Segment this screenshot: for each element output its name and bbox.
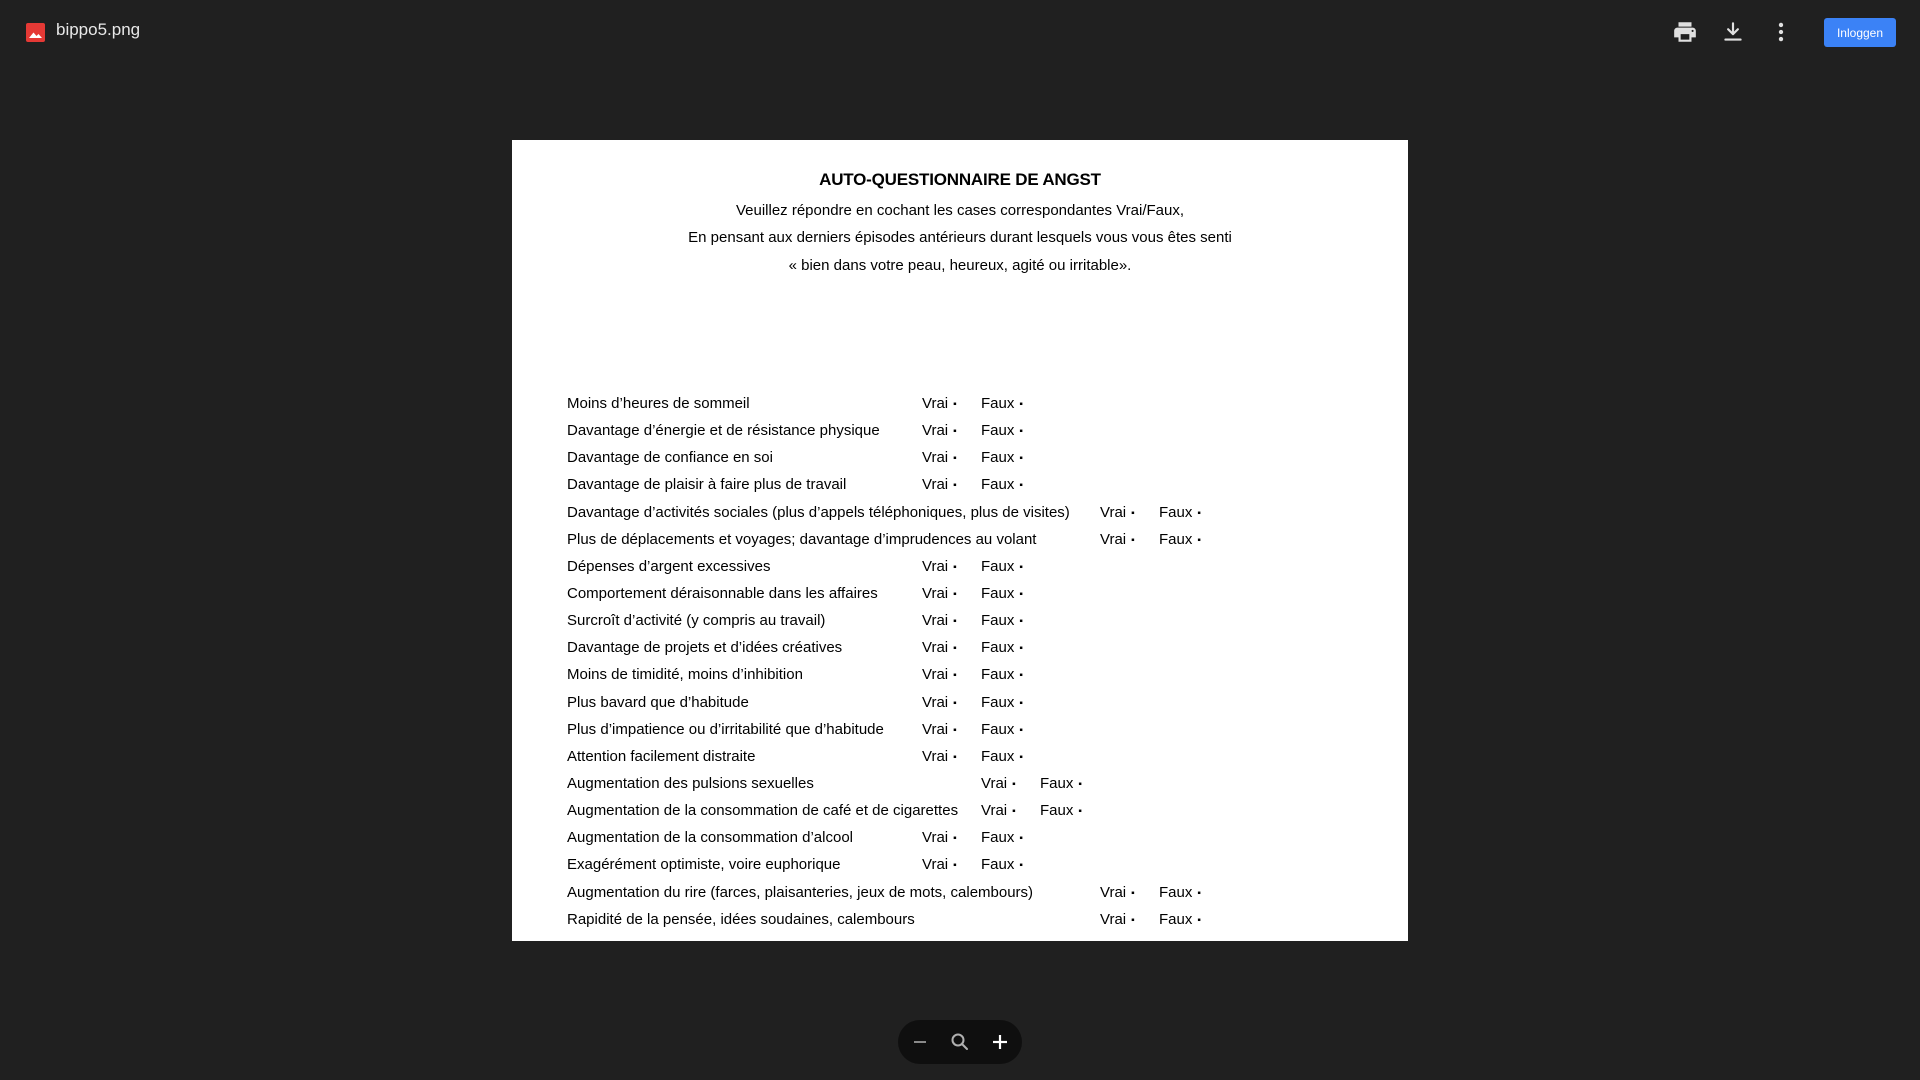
answer-option-vrai[interactable] — [981, 770, 1016, 798]
checkbox-bullet-icon: ▪ — [1019, 751, 1023, 763]
answer-option-label: Faux — [981, 666, 1015, 684]
question-list — [567, 390, 1387, 933]
checkbox-bullet-icon: ▪ — [1012, 778, 1016, 790]
question-row — [567, 580, 1387, 607]
checkbox-bullet-icon: ▪ — [1012, 806, 1016, 818]
question-row — [567, 607, 1387, 634]
answer-option-vrai[interactable] — [922, 553, 957, 581]
intro-line: « bien dans votre peau, heureux, agité ou irritable». — [788, 257, 1132, 274]
answer-option-faux[interactable] — [981, 553, 1023, 581]
answer-option-vrai[interactable] — [922, 689, 957, 717]
checkbox-bullet-icon: ▪ — [953, 426, 957, 438]
answer-option-faux[interactable] — [981, 444, 1023, 472]
checkbox-bullet-icon: ▪ — [1197, 534, 1201, 546]
answer-option-label: Faux — [981, 557, 1015, 575]
answer-option-faux[interactable] — [981, 743, 1023, 771]
answer-option-faux[interactable] — [981, 634, 1023, 662]
question-row — [567, 824, 1387, 851]
login-button[interactable]: Inloggen — [1824, 18, 1896, 47]
answer-option-vrai[interactable] — [922, 471, 957, 499]
print-icon[interactable] — [1672, 19, 1698, 45]
checkbox-bullet-icon: ▪ — [953, 751, 957, 763]
answer-option-label: Vrai — [922, 747, 949, 765]
question-row — [567, 634, 1387, 661]
answer-option-label: Faux — [981, 449, 1015, 467]
intro-line: En pensant aux derniers épisodes antérieurs durant lesquels vous vous êtes senti — [688, 229, 1232, 246]
question-text: Plus d’impatience ou d’irritabilité que d’habitude — [567, 720, 884, 738]
answer-option-label: Faux — [981, 856, 1015, 874]
answer-option-vrai[interactable] — [1100, 906, 1135, 934]
checkbox-bullet-icon: ▪ — [1197, 914, 1201, 926]
question-text: Davantage d’énergie et de résistance physique — [567, 422, 880, 440]
answer-option-label: Vrai — [922, 422, 949, 440]
checkbox-bullet-icon: ▪ — [1019, 643, 1023, 655]
checkbox-bullet-icon: ▪ — [1019, 561, 1023, 573]
answer-option-vrai[interactable] — [1100, 879, 1135, 907]
answer-option-label: Vrai — [922, 693, 949, 711]
answer-option-label: Faux — [981, 639, 1015, 657]
answer-option-label: Vrai — [1100, 883, 1127, 901]
checkbox-bullet-icon: ▪ — [1131, 534, 1135, 546]
checkbox-bullet-icon: ▪ — [953, 399, 957, 410]
checkbox-bullet-icon: ▪ — [1019, 453, 1023, 465]
answer-option-vrai[interactable] — [922, 444, 957, 472]
answer-option-label: Faux — [981, 395, 1015, 412]
answer-option-label: Vrai — [1100, 503, 1127, 521]
answer-option-faux[interactable] — [981, 851, 1023, 879]
zoom-controls — [898, 1020, 1022, 1064]
answer-option-label: Vrai — [1100, 910, 1127, 928]
question-row — [567, 716, 1387, 743]
answer-option-label: Faux — [1159, 910, 1193, 928]
question-row — [567, 417, 1387, 444]
answer-option-label: Faux — [1040, 802, 1074, 820]
question-row — [567, 499, 1387, 526]
answer-option-label: Faux — [1159, 883, 1193, 901]
answer-option-faux[interactable] — [981, 417, 1023, 445]
answer-option-faux[interactable] — [1159, 526, 1201, 554]
question-text: Dépenses d’argent excessives — [567, 557, 771, 575]
checkbox-bullet-icon: ▪ — [953, 643, 957, 655]
answer-option-vrai[interactable] — [922, 634, 957, 662]
question-text: Davantage de plaisir à faire plus de travail — [567, 476, 847, 494]
question-text: Attention facilement distraite — [567, 747, 756, 765]
answer-option-label: Vrai — [922, 666, 949, 684]
question-text: Moins d’heures de sommeil — [567, 395, 750, 412]
checkbox-bullet-icon: ▪ — [1019, 588, 1023, 600]
answer-option-faux[interactable] — [981, 689, 1023, 717]
answer-option-vrai[interactable] — [922, 661, 957, 689]
question-row — [567, 444, 1387, 471]
checkbox-bullet-icon: ▪ — [1019, 616, 1023, 628]
answer-option-label: Vrai — [922, 557, 949, 575]
question-text: Davantage d’activités sociales (plus d’appels téléphoniques, plus de visites) — [567, 503, 1070, 521]
question-text: Plus de déplacements et voyages; davantage d’imprudences au volant — [567, 530, 1037, 548]
answer-option-vrai[interactable] — [922, 390, 957, 418]
answer-option-faux[interactable] — [1159, 499, 1201, 527]
question-text: Augmentation du rire (farces, plaisanteries, jeux de mots, calembours) — [567, 883, 1034, 901]
answer-option-label: Vrai — [922, 584, 949, 602]
answer-option-vrai[interactable] — [922, 743, 957, 771]
answer-option-label: Faux — [1040, 774, 1074, 792]
checkbox-bullet-icon: ▪ — [1131, 507, 1135, 519]
answer-option-faux[interactable] — [981, 607, 1023, 635]
download-icon[interactable] — [1720, 19, 1746, 45]
answer-option-label: Faux — [981, 693, 1015, 711]
answer-option-label: Faux — [981, 476, 1015, 494]
question-row — [567, 906, 1387, 933]
answer-option-faux[interactable] — [981, 661, 1023, 689]
checkbox-bullet-icon: ▪ — [953, 724, 957, 736]
document-page — [512, 140, 1408, 941]
image-file-icon — [26, 23, 45, 42]
answer-option-label: Faux — [1159, 503, 1193, 521]
answer-option-label: Vrai — [922, 720, 949, 738]
answer-option-label: Faux — [981, 422, 1015, 440]
zoom-in-button[interactable] — [988, 1030, 1012, 1054]
question-text: Augmentation de la consommation d’alcool — [567, 829, 854, 847]
question-text: Augmentation des pulsions sexuelles — [567, 774, 814, 792]
answer-option-label: Faux — [981, 747, 1015, 765]
answer-option-vrai[interactable] — [922, 851, 957, 879]
answer-option-faux[interactable] — [981, 471, 1023, 499]
question-row — [567, 743, 1387, 770]
viewer-toolbar — [0, 0, 1920, 64]
checkbox-bullet-icon: ▪ — [1019, 399, 1023, 410]
checkbox-bullet-icon: ▪ — [1019, 670, 1023, 682]
checkbox-bullet-icon: ▪ — [1019, 480, 1023, 492]
checkbox-bullet-icon: ▪ — [1019, 426, 1023, 438]
answer-option-label: Faux — [1159, 530, 1193, 548]
question-text: Exagérément optimiste, voire euphorique — [567, 856, 841, 874]
checkbox-bullet-icon: ▪ — [953, 561, 957, 573]
answer-option-vrai[interactable] — [922, 824, 957, 852]
answer-option-label: Vrai — [922, 829, 949, 847]
answer-option-label: Vrai — [922, 395, 949, 412]
more-vert-icon[interactable] — [1768, 19, 1794, 45]
question-text: Davantage de projets et d’idées créatives — [567, 639, 843, 657]
checkbox-bullet-icon: ▪ — [1019, 724, 1023, 736]
answer-option-label: Vrai — [922, 476, 949, 494]
question-text: Comportement déraisonnable dans les affaires — [567, 584, 878, 602]
answer-option-faux[interactable] — [981, 390, 1023, 418]
checkbox-bullet-icon: ▪ — [953, 860, 957, 872]
answer-option-vrai[interactable] — [1100, 499, 1135, 527]
answer-option-label: Vrai — [1100, 530, 1127, 548]
answer-option-vrai[interactable] — [981, 797, 1016, 825]
question-text: Davantage de confiance en soi — [567, 449, 773, 467]
file-name: bippo5.png — [56, 20, 141, 39]
question-row — [567, 526, 1387, 553]
answer-option-faux[interactable] — [1159, 879, 1201, 907]
answer-option-label: Vrai — [922, 612, 949, 630]
checkbox-bullet-icon: ▪ — [953, 480, 957, 492]
question-text: Augmentation de la consommation de café et de cigarettes — [567, 802, 959, 820]
question-row — [567, 689, 1387, 716]
zoom-out-button[interactable] — [908, 1030, 932, 1054]
answer-option-label: Faux — [981, 829, 1015, 847]
checkbox-bullet-icon: ▪ — [1197, 507, 1201, 519]
answer-option-vrai[interactable] — [922, 716, 957, 744]
question-row — [567, 390, 1387, 417]
answer-option-label: Vrai — [922, 449, 949, 467]
answer-option-faux[interactable] — [1159, 906, 1201, 934]
answer-option-label: Faux — [981, 612, 1015, 630]
question-row — [567, 471, 1387, 498]
checkbox-bullet-icon: ▪ — [1019, 833, 1023, 845]
checkbox-bullet-icon: ▪ — [1197, 887, 1201, 899]
question-text: Rapidité de la pensée, idées soudaines, calembours — [567, 910, 915, 928]
answer-option-label: Vrai — [922, 639, 949, 657]
checkbox-bullet-icon: ▪ — [1078, 778, 1082, 790]
checkbox-bullet-icon: ▪ — [953, 453, 957, 465]
answer-option-faux[interactable] — [981, 580, 1023, 608]
answer-option-label: Vrai — [981, 774, 1008, 792]
answer-option-vrai[interactable] — [1100, 526, 1135, 554]
question-row — [567, 879, 1387, 906]
answer-option-vrai[interactable] — [922, 417, 957, 445]
answer-option-label: Faux — [981, 720, 1015, 738]
checkbox-bullet-icon: ▪ — [1131, 914, 1135, 926]
magnifier-icon[interactable] — [948, 1030, 972, 1054]
answer-option-vrai[interactable] — [922, 580, 957, 608]
question-text: Moins de timidité, moins d’inhibition — [567, 666, 803, 684]
checkbox-bullet-icon: ▪ — [953, 697, 957, 709]
checkbox-bullet-icon: ▪ — [1019, 697, 1023, 709]
answer-option-faux[interactable] — [981, 716, 1023, 744]
question-row — [567, 797, 1387, 824]
questionnaire-title: AUTO-QUESTIONNAIRE DE ANGST — [819, 170, 1101, 189]
question-row — [567, 661, 1387, 688]
answer-option-faux[interactable] — [1040, 797, 1082, 825]
checkbox-bullet-icon: ▪ — [953, 588, 957, 600]
answer-option-label: Vrai — [981, 802, 1008, 820]
checkbox-bullet-icon: ▪ — [953, 833, 957, 845]
answer-option-faux[interactable] — [1040, 770, 1082, 798]
answer-option-label: Faux — [981, 584, 1015, 602]
intro-line: Veuillez répondre en cochant les cases correspondantes Vrai/Faux, — [735, 202, 1185, 219]
question-row — [567, 553, 1387, 580]
checkbox-bullet-icon: ▪ — [1019, 860, 1023, 872]
question-row — [567, 770, 1387, 797]
answer-option-faux[interactable] — [981, 824, 1023, 852]
checkbox-bullet-icon: ▪ — [953, 616, 957, 628]
checkbox-bullet-icon: ▪ — [1131, 887, 1135, 899]
question-text: Surcroît d’activité (y compris au travail) — [567, 612, 826, 630]
answer-option-vrai[interactable] — [922, 607, 957, 635]
question-row — [567, 851, 1387, 878]
checkbox-bullet-icon: ▪ — [1078, 806, 1082, 818]
question-text: Plus bavard que d’habitude — [567, 693, 749, 711]
answer-option-label: Vrai — [922, 856, 949, 874]
checkbox-bullet-icon: ▪ — [953, 670, 957, 682]
